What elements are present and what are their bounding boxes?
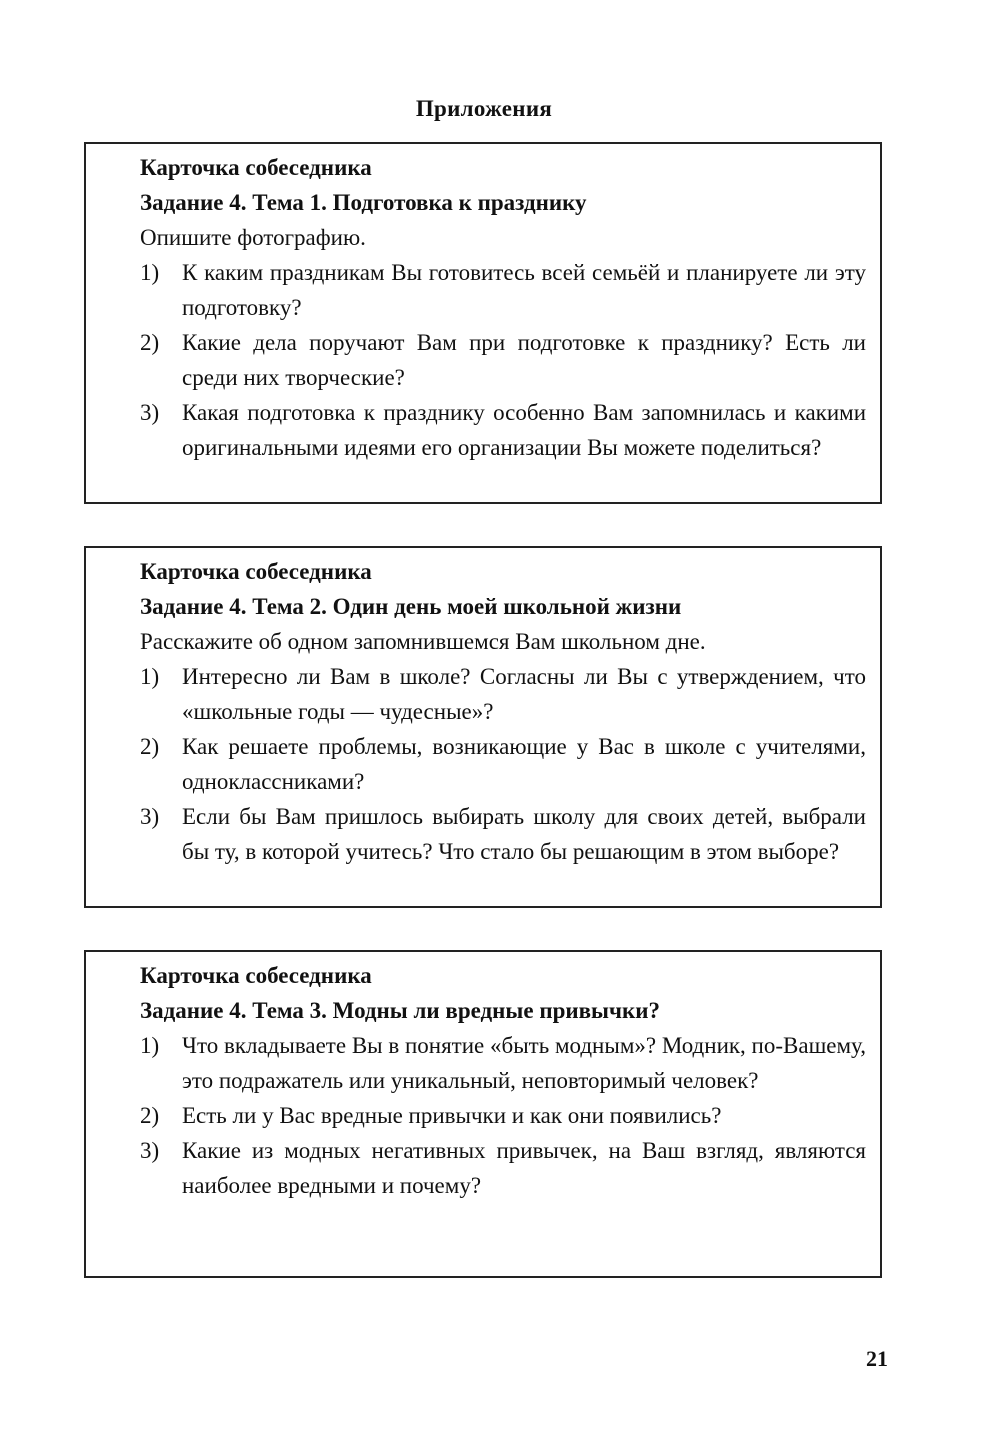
interlocutor-card-topic-1 [84, 142, 882, 504]
card-intro: Расскажите об одном запомнившемся Вам школьном дне. [140, 629, 706, 654]
question-text: Как решаете проблемы, возникающие у Вас в школе с учителями, одноклассниками? [182, 734, 866, 794]
question-item [140, 1028, 866, 1098]
card-label: Карточка собеседника [140, 963, 372, 988]
question-text: Если бы Вам пришлось выбирать школу для своих детей, выбрали бы ту, в которой учитесь? Что стало бы решающим в этом выборе? [182, 804, 866, 864]
question-number: 3) [140, 400, 160, 425]
card-label: Карточка собеседника [140, 155, 372, 180]
question-item [140, 659, 866, 729]
question-item [140, 325, 866, 395]
question-item [140, 1133, 866, 1203]
interlocutor-card-topic-2 [84, 546, 882, 908]
question-item [140, 1098, 866, 1133]
question-number: 1) [140, 664, 160, 689]
card-task-title: Задание 4. Тема 2. Один день моей школьной жизни [140, 594, 682, 619]
question-number: 2) [140, 330, 160, 355]
question-text: Есть ли у Вас вредные привычки и как они появились? [182, 1103, 722, 1128]
question-item [140, 395, 866, 465]
question-number: 2) [140, 1103, 160, 1128]
question-number: 3) [140, 804, 160, 829]
question-item [140, 729, 866, 799]
question-item [140, 255, 866, 325]
question-text: Какие дела поручают Вам при подготовке к празднику? Есть ли среди них творческие? [182, 330, 866, 390]
question-text: Интересно ли Вам в школе? Согласны ли Вы с утверждением, что «школьные годы — чудесные»? [182, 664, 866, 724]
question-text: К каким праздникам Вы готовитесь всей семьёй и планируете ли эту подготовку? [182, 260, 866, 320]
question-number: 1) [140, 1033, 160, 1058]
card-task-title: Задание 4. Тема 1. Подготовка к празднику [140, 190, 587, 215]
card-intro: Опишите фотографию. [140, 225, 366, 250]
question-number: 1) [140, 260, 160, 285]
question-text: Какие из модных негативных привычек, на Ваш взгляд, являются наиболее вредными и почему? [182, 1138, 866, 1198]
interlocutor-card-topic-3 [84, 950, 882, 1278]
page-number: 21 [866, 1346, 888, 1371]
question-text: Что вкладываете Вы в понятие «быть модным»? Модник, по-Вашему, это подражатель или уникальный, неповторимый человек? [182, 1033, 866, 1093]
question-item [140, 799, 866, 869]
question-number: 3) [140, 1138, 160, 1163]
card-label: Карточка собеседника [140, 559, 372, 584]
page-title: Приложения [415, 96, 553, 121]
question-text: Какая подготовка к празднику особенно Вам запомнилась и какими оригинальными идеями его организации Вы можете поделиться? [182, 400, 866, 460]
card-task-title: Задание 4. Тема 3. Модны ли вредные привычки? [140, 998, 660, 1023]
question-number: 2) [140, 734, 160, 759]
